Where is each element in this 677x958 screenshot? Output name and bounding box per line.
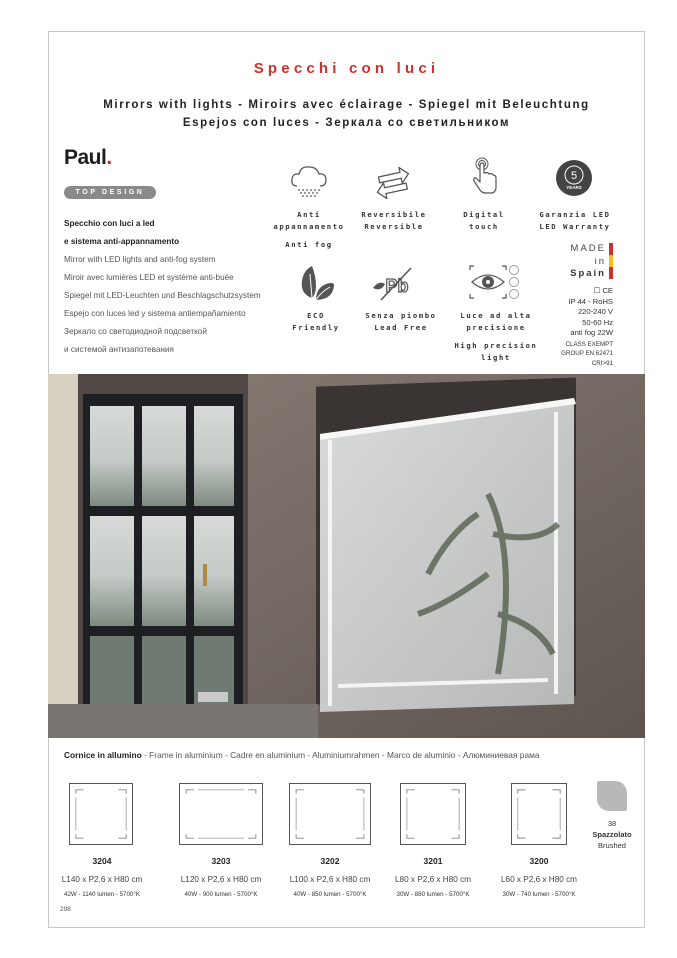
- frame-material-note: [64, 750, 540, 760]
- feature-text: Digital: [463, 210, 505, 219]
- feature-label-reversible: [356, 209, 432, 233]
- description-line: Espejo con luces led y sistema antiempañamiento: [64, 309, 246, 318]
- feature-label-lead-free: [356, 310, 446, 334]
- feature-text: Senza piombo: [365, 311, 437, 320]
- description-line: e sistema anti-appannamento: [64, 237, 180, 246]
- frame-material-bold: Cornice in allumino: [64, 750, 142, 760]
- eco-leaf-icon: [294, 262, 338, 306]
- description-line: Mirror with LED lights and anti-fog system: [64, 255, 216, 264]
- description-line: Зеркало со светодиодной подсветкой: [64, 327, 207, 336]
- model-code: 3200: [529, 856, 549, 866]
- top-design-badge: TOP DESIGN: [64, 186, 156, 199]
- feature-text: appannamento: [273, 222, 345, 231]
- feature-label-high-precision: [446, 310, 546, 364]
- finish-number: 38: [607, 819, 617, 828]
- model-thumbnail: [289, 783, 371, 845]
- digital-touch-icon: [462, 154, 506, 198]
- spec-line: 50-60 Hz: [582, 318, 613, 327]
- warranty-icon: [552, 156, 596, 200]
- reversible-icon: [371, 158, 415, 202]
- made-country: Spain: [570, 268, 606, 279]
- model-dimensions: L120 x P2,6 x H80 cm: [180, 875, 262, 884]
- page-title: Specchi con luci: [253, 60, 440, 77]
- model-power: 40W - 900 lumen - 5700°K: [184, 891, 258, 898]
- feature-text: ECO: [307, 311, 325, 320]
- lead-symbol: Pb: [385, 276, 409, 296]
- model-dimensions: L100 x P2,6 x H80 cm: [289, 875, 371, 884]
- model-thumbnail: [511, 783, 567, 845]
- model-power: 30W - 740 lumen - 5700°K: [502, 891, 576, 898]
- spec-line: CRI>91: [591, 360, 613, 367]
- spec-line: ☐ CE: [593, 286, 613, 295]
- description-line: Spiegel mit LED-Leuchten und Beschlagschutzsystem: [64, 291, 261, 300]
- anti-fog-icon: [287, 158, 331, 202]
- made-in-spain: [566, 243, 606, 281]
- spec-line: anti fog 22W: [570, 328, 613, 337]
- feature-text: precisione: [466, 323, 526, 332]
- model-dimensions: L60 x P2,6 x H80 cm: [501, 875, 577, 884]
- model-power: 40W - 850 lumen - 5700°K: [293, 891, 367, 898]
- model-code: 3203: [211, 856, 231, 866]
- precision-eye-icon: [466, 262, 522, 306]
- feature-label-warranty: [530, 209, 620, 233]
- feature-label-eco: [276, 310, 356, 334]
- warranty-years: YEARS: [566, 185, 582, 190]
- made-text: in: [594, 255, 606, 267]
- spec-line: 220-240 V: [577, 307, 613, 316]
- finish-swatch: [597, 781, 627, 811]
- feature-label-anti-fog: [266, 209, 352, 251]
- page-number: 298: [60, 906, 71, 913]
- finish-name-en: Brushed: [598, 841, 626, 850]
- feature-text: touch: [469, 222, 499, 231]
- feature-text: LED Warranty: [539, 222, 611, 231]
- model-thumbnail: [400, 783, 466, 845]
- subtitle-line-2: Espejos con luces - Зеркала со светильником: [182, 117, 511, 129]
- description-line: Specchio con luci a led: [64, 219, 155, 228]
- model-thumbnail: [179, 783, 263, 845]
- subtitle-line-1: Mirrors with lights - Miroirs avec éclairage - Spiegel mit Beleuchtung: [103, 99, 590, 111]
- description-line: Miroir avec lumières LED et système anti-buée: [64, 273, 234, 282]
- spain-flag-icon: [609, 243, 613, 279]
- model-thumbnail: [69, 783, 133, 845]
- feature-text: Anti fog: [285, 240, 333, 249]
- description-line: и системой антизапотевания: [64, 345, 174, 354]
- product-brand: [64, 146, 112, 170]
- model-power: 42W - 1140 lumen - 5700°K: [64, 891, 140, 898]
- spec-line: GROUP EN 62471: [561, 350, 613, 357]
- brand-dot: .: [106, 146, 112, 169]
- feature-text: light: [481, 353, 511, 362]
- feature-text: High precision: [454, 341, 538, 350]
- frame-material-rest: - Frame in aluminium - Cadre en aluminium - Aluminiumrahmen - Marco de aluminio - Алюминиевая рама: [141, 750, 540, 760]
- brand-name: Paul: [64, 146, 107, 169]
- made-text: MADE: [570, 243, 606, 254]
- warranty-number: 5: [570, 170, 578, 182]
- model-code: 3202: [320, 856, 340, 866]
- model-code: 3204: [92, 856, 112, 866]
- feature-text: Garanzia LED: [539, 210, 611, 219]
- product-photo: [48, 374, 645, 738]
- finish-name: Spazzolato: [592, 830, 632, 839]
- lead-free-icon: [371, 262, 415, 306]
- model-code: 3201: [423, 856, 443, 866]
- model-dimensions: L140 x P2,6 x H80 cm: [61, 875, 143, 884]
- spec-line: IP 44 - RoHS: [568, 297, 613, 306]
- feature-text: Friendly: [292, 323, 340, 332]
- feature-text: Luce ad alta: [460, 311, 532, 320]
- feature-text: Reversible: [364, 222, 424, 231]
- feature-label-digital-touch: [451, 209, 517, 233]
- feature-text: Reversibile: [361, 210, 427, 219]
- spec-line: CLASS EXEMPT: [565, 341, 613, 348]
- feature-text: Anti: [297, 210, 321, 219]
- feature-text: Lead Free: [374, 323, 428, 332]
- model-dimensions: L80 x P2,6 x H80 cm: [395, 875, 471, 884]
- model-power: 30W - 880 lumen - 5700°K: [396, 891, 470, 898]
